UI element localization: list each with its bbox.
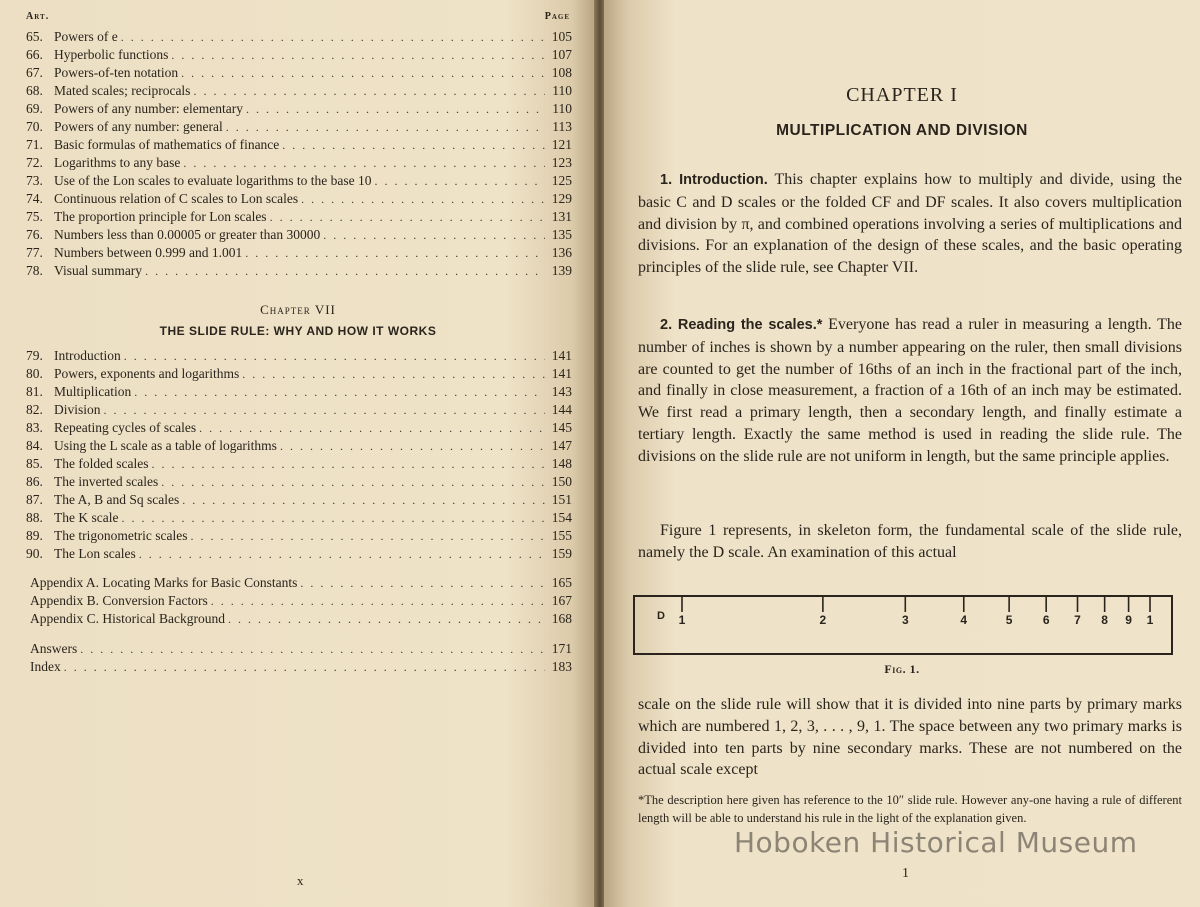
toc-entry-page: 141 xyxy=(551,366,572,381)
toc-entry-page: 141 xyxy=(551,348,572,363)
toc-entry-title: Powers, exponents and logarithms xyxy=(54,366,240,381)
toc-entry xyxy=(26,509,572,527)
toc-entry xyxy=(26,491,572,509)
toc-entry-title: Numbers between 0.999 and 1.001 xyxy=(54,245,243,260)
footnote: *The description here given has reference to the 10″ slide rule. However any-one having a rule of different length will be able to understand his rule in the light of the explanation given. xyxy=(638,793,1182,825)
toc-entry-page: 183 xyxy=(551,659,572,674)
toc-entry-title: Answers xyxy=(30,641,78,656)
toc-entry xyxy=(26,208,572,226)
toc-entry-page: 110 xyxy=(552,101,572,116)
toc-entry xyxy=(26,437,572,455)
toc-leader-dots xyxy=(228,610,545,628)
watermark: Hoboken Historical Museum xyxy=(734,826,1138,859)
toc-entry xyxy=(26,419,572,437)
toc-entry xyxy=(26,172,572,190)
toc-entry-number: 74. xyxy=(26,191,43,206)
paragraph-body: Everyone has read a ruler in measuring a length. The number of inches is shown by a number appearing on the ruler, then small divisions are counted to get the number of 16ths of an inch in the fractional part of the inch, and finally in close measurement, a fraction of a 16th of an inch may be estimated. We first read a primary length, then a secondary length, and finally estimate a tertiary length. Exactly the same method is used in reading the slide rule. The divisions on the slide rule are not uniform in length, but the same principle applies. xyxy=(638,316,1183,465)
toc-entry xyxy=(26,226,572,244)
toc-leader-dots xyxy=(190,527,545,545)
toc-entry-page: 150 xyxy=(551,474,572,489)
toc-leader-dots xyxy=(301,190,545,208)
figure-d-scale xyxy=(630,590,1176,660)
toc-entry-title: Appendix C. Historical Background xyxy=(30,611,225,626)
toc-entry-page: 155 xyxy=(551,528,572,543)
paragraph-primary-marks: scale on the slide rule will show that it is divided into nine parts by primary marks which are numbered 1, 2, 3, . . . , 9, 1. The space between any two primary marks is divided into ten parts by nine secondary marks. These are not numbered on the actual scale except xyxy=(638,696,1182,779)
toc-leader-dots xyxy=(80,640,545,658)
toc-entry-title: Powers of any number: general xyxy=(54,119,223,134)
toc-entry-page: 154 xyxy=(551,510,572,525)
toc-leader-dots xyxy=(151,455,545,473)
toc-leader-dots xyxy=(282,136,545,154)
scale-tick-label: 1 xyxy=(678,613,686,627)
toc-leader-dots xyxy=(183,154,545,172)
toc-entry-title: Continuous relation of C scales to Lon scales xyxy=(54,191,299,206)
left-page xyxy=(0,0,596,907)
toc-entry-page: 108 xyxy=(551,65,572,80)
toc-leader-dots xyxy=(246,100,545,118)
toc-entry-title: Appendix A. Locating Marks for Basic Constants xyxy=(30,575,298,590)
toc-entry-title: Division xyxy=(54,402,101,417)
scale-tick-label: 6 xyxy=(1042,613,1050,627)
toc-entry-page: 125 xyxy=(551,173,572,188)
toc-entry-number: 88. xyxy=(26,510,43,525)
toc-entry xyxy=(26,190,572,208)
scale-tick-label: 2 xyxy=(819,613,827,627)
toc-entry-page: 151 xyxy=(551,492,572,507)
chapter-label: Chapter VII xyxy=(260,302,336,317)
toc-entry-page: 165 xyxy=(551,575,572,590)
paragraph-figure-intro: Figure 1 represents, in skeleton form, the fundamental scale of the slide rule, namely the D scale. An examination of this actual xyxy=(638,522,1182,561)
toc-entry xyxy=(30,574,572,592)
toc-entry xyxy=(26,46,572,64)
toc-leader-dots xyxy=(121,28,545,46)
scale-tick-label: 8 xyxy=(1101,613,1108,627)
toc-entry xyxy=(26,383,572,401)
toc-entry-page: 107 xyxy=(551,47,572,62)
toc-entry xyxy=(30,610,572,628)
toc-entry-title: Powers-of-ten notation xyxy=(54,65,179,80)
toc-entry-page: 131 xyxy=(551,209,572,224)
toc-entry-page: 121 xyxy=(551,137,572,152)
toc-entry-title: The A, B and Sq scales xyxy=(54,492,180,507)
toc-entry-title: Introduction xyxy=(54,348,121,363)
scale-tick-label: 9 xyxy=(1125,613,1132,627)
toc-entry-number: 68. xyxy=(26,83,43,98)
toc-leader-dots xyxy=(171,46,545,64)
toc-leader-dots xyxy=(121,509,545,527)
toc-section-chapter-vi xyxy=(26,28,572,280)
toc-entry-number: 86. xyxy=(26,474,43,489)
toc-entry-title: Mated scales; reciprocals xyxy=(54,83,191,98)
toc-end-matter xyxy=(30,640,572,676)
toc-entry-page: 147 xyxy=(551,438,572,453)
toc-entry-number: 69. xyxy=(26,101,43,116)
toc-entry xyxy=(26,100,572,118)
toc-entry xyxy=(26,527,572,545)
toc-entry xyxy=(30,640,572,658)
toc-entry-title: Multiplication xyxy=(54,384,132,399)
toc-entry-number: 90. xyxy=(26,546,43,561)
toc-entry-page: 148 xyxy=(551,456,572,471)
toc-leader-dots xyxy=(270,208,545,226)
toc-entry-page: 110 xyxy=(552,83,572,98)
toc-entry-number: 72. xyxy=(26,155,43,170)
paragraph-heading: 2. Reading the scales.* xyxy=(660,317,823,333)
toc-entry-page: 123 xyxy=(551,155,572,170)
toc-leader-dots xyxy=(375,172,545,190)
toc-entry xyxy=(26,545,572,563)
toc-entry-number: 78. xyxy=(26,263,43,278)
toc-leader-dots xyxy=(193,82,545,100)
toc-entry-number: 84. xyxy=(26,438,43,453)
toc-entry-page: 139 xyxy=(551,263,572,278)
toc-leader-dots xyxy=(182,491,545,509)
toc-entry-page: 167 xyxy=(551,593,572,608)
toc-entry-number: 71. xyxy=(26,137,43,152)
toc-entry-number: 79. xyxy=(26,348,43,363)
toc-entry xyxy=(26,244,572,262)
scale-tick-label: 4 xyxy=(960,613,968,627)
chapter-heading: CHAPTER I xyxy=(846,84,958,106)
paragraph-body: This chapter explains how to multiply and divide, using the basic C and D scales or the folded CF and DF scales. It also covers multiplication and division by π, and combined operations involving a series of multiplications and divisions. For an explanation of the design of these scales, and the basic operating principles of the slide rule, see Chapter VII. xyxy=(638,171,1182,277)
toc-entry-title: Repeating cycles of scales xyxy=(54,420,197,435)
toc-entry-title: Using the L scale as a table of logarithms xyxy=(54,438,277,453)
toc-entry-page: 144 xyxy=(551,402,572,417)
toc-entry xyxy=(26,347,572,365)
toc-entry-number: 82. xyxy=(26,402,43,417)
toc-entry xyxy=(26,262,572,280)
toc-entry-title: The folded scales xyxy=(54,456,149,471)
toc-entry xyxy=(26,136,572,154)
toc-leader-dots xyxy=(199,419,545,437)
toc-entry-number: 80. xyxy=(26,366,43,381)
toc-entry-page: 135 xyxy=(551,227,572,242)
scale-tick-label: 7 xyxy=(1074,613,1081,627)
toc-entry-title: Appendix B. Conversion Factors xyxy=(30,593,208,608)
toc-entry-page: 143 xyxy=(551,384,572,399)
toc-entry-number: 87. xyxy=(26,492,43,507)
page-folio-left: x xyxy=(297,873,304,888)
toc-leader-dots xyxy=(226,118,545,136)
toc-entry-title: The trigonometric scales xyxy=(54,528,188,543)
toc-entry xyxy=(30,592,572,610)
toc-entry-title: Hyperbolic functions xyxy=(54,47,169,62)
scale-tick-label: 3 xyxy=(901,613,909,627)
chapter-title: THE SLIDE RULE: WHY AND HOW IT WORKS xyxy=(159,324,437,338)
toc-leader-dots xyxy=(145,262,545,280)
toc-entry xyxy=(26,118,572,136)
toc-entry-number: 81. xyxy=(26,384,43,399)
toc-entry-number: 67. xyxy=(26,65,43,80)
toc-entry xyxy=(26,64,572,82)
toc-entry-page: 113 xyxy=(552,119,572,134)
toc-leader-dots xyxy=(211,592,545,610)
toc-entry xyxy=(26,28,572,46)
toc-entry-number: 77. xyxy=(26,245,43,260)
toc-leader-dots xyxy=(280,437,545,455)
toc-entry xyxy=(26,154,572,172)
toc-entry-page: 145 xyxy=(551,420,572,435)
toc-section-chapter-vii xyxy=(26,347,572,563)
header-art: Art. xyxy=(26,11,50,22)
toc-entry-number: 75. xyxy=(26,209,43,224)
chapter-title-right: MULTIPLICATION AND DIVISION xyxy=(776,122,1028,139)
toc-leader-dots xyxy=(124,347,545,365)
scale-tick-label: 1 xyxy=(1146,613,1154,627)
paragraph-heading: 1. Introduction. xyxy=(660,172,768,188)
paragraph-introduction xyxy=(638,169,1182,279)
toc-leader-dots xyxy=(181,64,545,82)
page-folio-right: 1 xyxy=(902,866,909,881)
toc-entry-number: 76. xyxy=(26,227,43,242)
toc-entry xyxy=(26,455,572,473)
toc-entry-number: 73. xyxy=(26,173,43,188)
toc-entry-title: The proportion principle for Lon scales xyxy=(54,209,267,224)
toc-entry-number: 85. xyxy=(26,456,43,471)
toc-entry-page: 159 xyxy=(551,546,572,561)
toc-entry-title: Powers of e xyxy=(54,29,118,44)
toc-entry-title: Basic formulas of mathematics of finance xyxy=(54,137,280,152)
header-page: Page xyxy=(544,11,570,22)
toc-entry-page: 171 xyxy=(551,641,572,656)
toc-entry xyxy=(26,473,572,491)
toc-entry-title: The inverted scales xyxy=(54,474,159,489)
toc-entry xyxy=(26,401,572,419)
toc-entry-number: 83. xyxy=(26,420,43,435)
toc-entry-page: 105 xyxy=(551,29,572,44)
toc-leader-dots xyxy=(245,244,545,262)
toc-leader-dots xyxy=(323,226,545,244)
toc-entry-title: Visual summary xyxy=(54,263,143,278)
toc-leader-dots xyxy=(161,473,545,491)
toc-entry-number: 89. xyxy=(26,528,43,543)
toc-entry-title: The K scale xyxy=(54,510,119,525)
toc-entry-title: Powers of any number: elementary xyxy=(54,101,243,116)
toc-entry-number: 65. xyxy=(26,29,43,44)
toc-entry xyxy=(30,658,572,676)
toc-entry-number: 70. xyxy=(26,119,43,134)
right-page xyxy=(604,0,1200,907)
toc-entry-page: 129 xyxy=(551,191,572,206)
toc-entry-title: Use of the Lon scales to evaluate logarithms to the base 10 xyxy=(54,173,372,188)
toc-leader-dots xyxy=(139,545,545,563)
toc-entry-page: 136 xyxy=(551,245,572,260)
toc-appendices xyxy=(30,574,572,628)
paragraph-reading-scales xyxy=(638,314,1182,468)
toc-entry-title: Index xyxy=(30,659,61,674)
toc-leader-dots xyxy=(300,574,545,592)
scale-tick-label: 5 xyxy=(1005,613,1013,627)
toc-leader-dots xyxy=(242,365,545,383)
toc-leader-dots xyxy=(64,658,545,676)
toc-entry-number: 66. xyxy=(26,47,43,62)
toc-entry-title: The Lon scales xyxy=(54,546,136,561)
toc-entry xyxy=(26,82,572,100)
toc-leader-dots xyxy=(134,383,545,401)
toc-leader-dots xyxy=(104,401,545,419)
toc-entry-title: Logarithms to any base xyxy=(54,155,181,170)
toc-entry-title: Numbers less than 0.00005 or greater than 30000 xyxy=(54,227,321,242)
figure-caption: Fig. 1. xyxy=(884,662,920,676)
toc-entry xyxy=(26,365,572,383)
toc-entry-page: 168 xyxy=(551,611,572,626)
scale-label: D xyxy=(657,610,665,622)
